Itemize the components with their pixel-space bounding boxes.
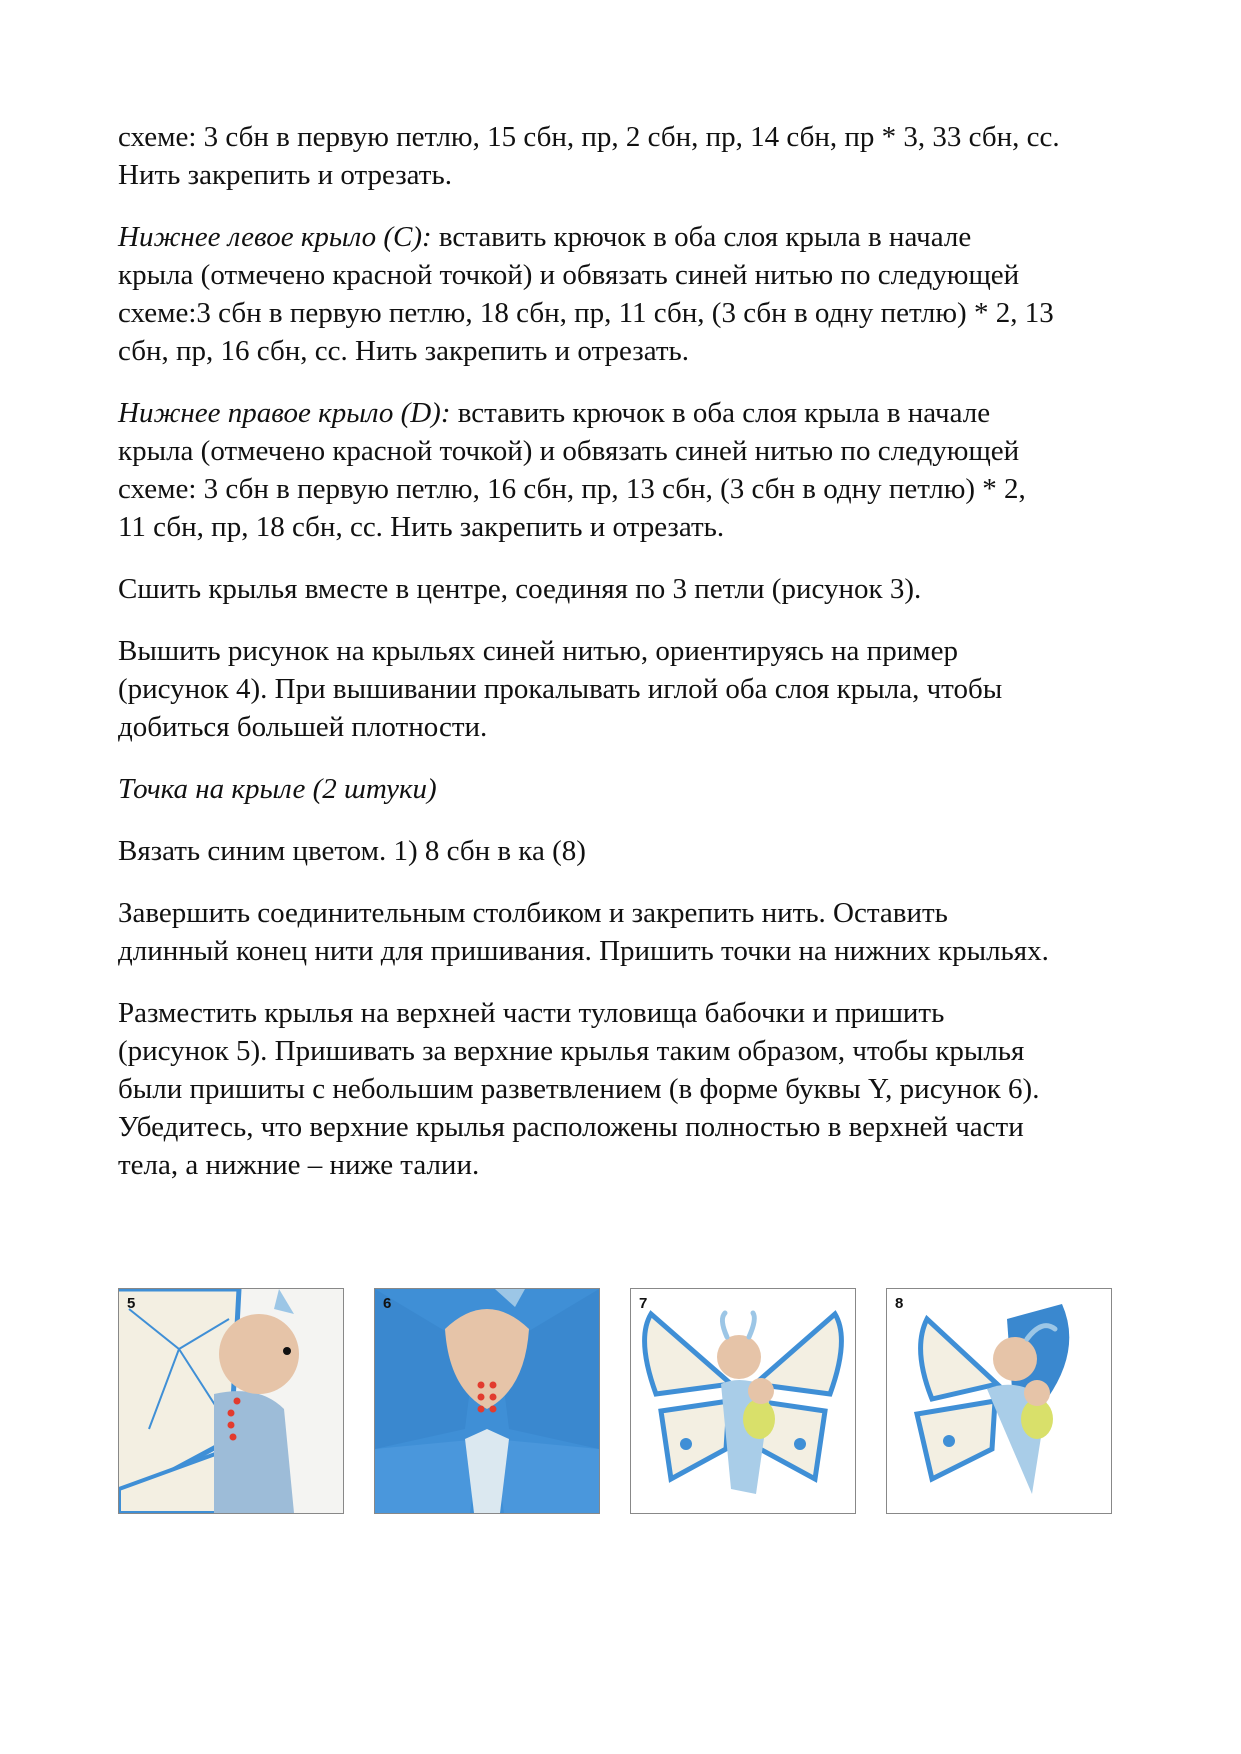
paragraph-attach-wings [118,994,1128,1184]
photo-6 [374,1288,600,1514]
paragraph-text: Завершить соединительным столбиком и закрепить нить. Оставить длинный конец нити для пришивания. Пришить точки на нижних крыльях. [118,897,1049,967]
paragraph-lead: Точка на крыле (2 штуки) [118,773,437,805]
paragraph-finish [118,894,1128,970]
paragraph-text: Вышить рисунок на крыльях синей нитью, ориентируясь на пример (рисунок 4). При вышивании прокалывать иглой оба слоя крыла, чтобы добиться большей плотности. [118,635,1003,743]
paragraph-lead: Нижнее левое крыло (C): [118,221,432,253]
photo-strip [118,1288,1128,1516]
photo-8 [886,1288,1112,1514]
paragraph-lower-right-wing [118,394,1128,546]
photo-number: 7 [639,1295,648,1312]
paragraph-text: Разместить крылья на верхней части туловища бабочки и пришить (рисунок 5). Пришивать за верхние крылья таким образом, чтобы крылья были пришиты с небольшим разветвлением (в форме буквы Y, рисунок 6). Убедитесь, что верхние крылья расположены полностью в верхней части тела, а нижние – ниже талии. [118,997,1040,1181]
photo-number: 8 [895,1295,904,1312]
photo-8-image [887,1289,1111,1513]
paragraph-text: вставить крючок в оба слоя крыла в начале крыла (отмечено красной точкой) и обвязать синей нитью по следующей схеме:3 сбн в первую петлю, 18 сбн, пр, 11 сбн, (3 сбн в одну петлю) * 2, 13 сбн, пр, 16 сбн, сс. Нить закрепить и отрезать. [118,221,1054,367]
paragraph-text: Вязать синим цветом. 1) 8 сбн в ка (8) [118,835,586,867]
paragraph-wing-dot-heading [118,770,1128,808]
photo-6-image [375,1289,599,1513]
paragraph-lower-left-wing [118,218,1128,370]
paragraph-lead: Нижнее правое крыло (D): [118,397,451,429]
photo-number: 5 [127,1295,136,1312]
photo-5 [118,1288,344,1514]
document-body [118,118,1128,1208]
paragraph-embroider [118,632,1128,746]
paragraph-sew-wings [118,570,1128,608]
paragraph-text: Сшить крылья вместе в центре, соединяя по 3 петли (рисунок 3). [118,573,922,605]
paragraph-text: вставить крючок в оба слоя крыла в начале крыла (отмечено красной точкой) и обвязать синей нитью по следующей схеме: 3 сбн в первую петлю, 16 сбн, пр, 13 сбн, (3 сбн в одну петлю) * 2, 11 сбн, пр, 18 сбн, сс. Нить закрепить и отрезать. [118,397,1026,543]
paragraph-knit-blue [118,832,1128,870]
paragraph-text: схеме: 3 сбн в первую петлю, 15 сбн, пр, 2 сбн, пр, 14 сбн, пр * 3, 33 сбн, сс. Нить закрепить и отрезать. [118,121,1060,191]
paragraph-1 [118,118,1128,194]
photo-7-image [631,1289,855,1513]
photo-7 [630,1288,856,1514]
photo-number: 6 [383,1295,392,1312]
photo-5-image [119,1289,343,1513]
